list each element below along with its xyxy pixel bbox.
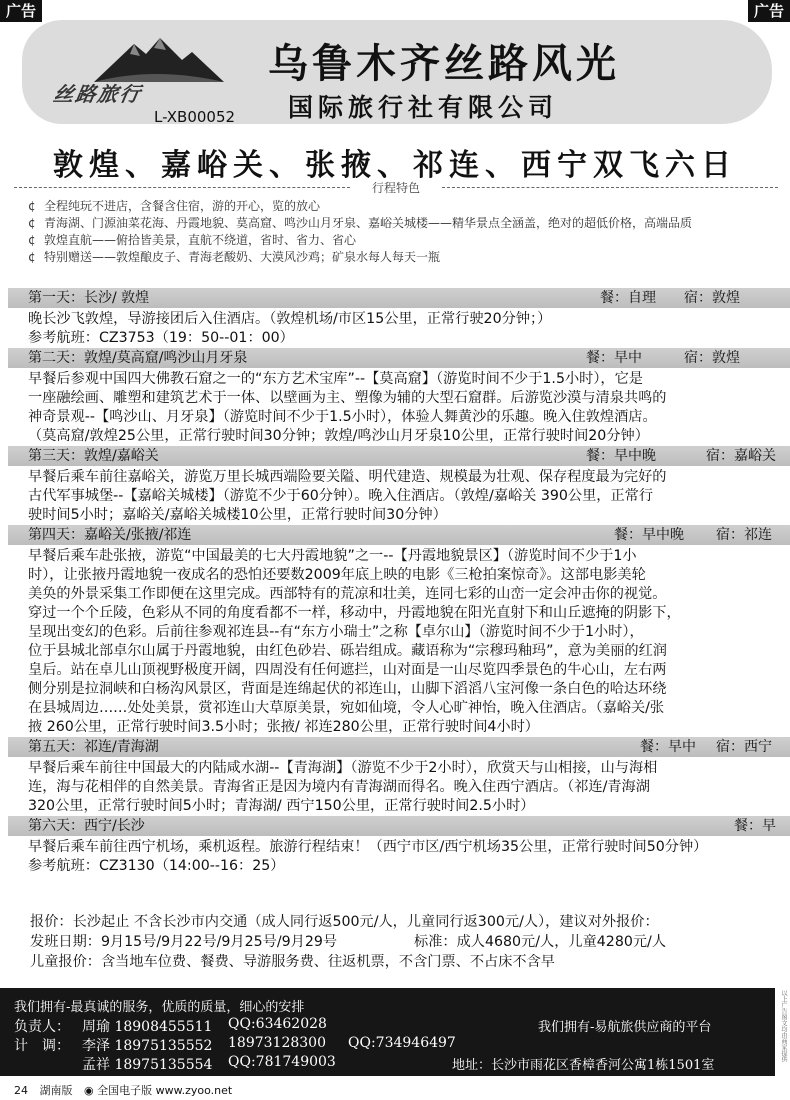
departure-dates: 发班日期：9月15号/9月22号/9月25号/9月29号 <box>30 934 338 950</box>
day-line: 时），让张掖丹霞地貌一夜成名的恐怕还要数2009年底上映的电影《三枪拍案惊奇》。这部电影美轮 <box>28 567 646 583</box>
day-line: 侧分别是拉洞峡和白杨沟风景区，背面是连绵起伏的祁连山，山脚下滔滔八宝河像一条白色的哈达环绕 <box>28 681 667 697</box>
day-meal: 餐：早 <box>734 818 776 834</box>
feature-text: 特别赠送——敦煌酿皮子、青海老酸奶、大漠风沙鸡；矿泉水每人每天一瓶 <box>44 250 441 264</box>
bullet-icon: ¢ <box>28 250 36 264</box>
day-line: 连，海与花相伴的自然美景。青海省正是因为境内有青海湖而得名。晚入住西宁酒店。（祁连/青海湖 <box>28 779 650 795</box>
day-title: 第五天：祁连/青海湖 <box>28 739 159 755</box>
bullet-icon: ¢ <box>28 233 36 247</box>
day-line: 早餐后乘车赴张掖，游览“中国最美的七大丹霞地貌”之一--【丹霞地貌景区】（游览时间不少于1小 <box>28 548 637 564</box>
feature-text: 青海湖、门源油菜花海、丹霞地貌、莫高窟、鸣沙山月牙泉、嘉峪关城楼——精华景点全涵盖，绝对的超低价格，高端品质 <box>44 216 693 230</box>
edition-label: 湖南版 <box>39 1084 73 1097</box>
feature-item <box>28 215 788 232</box>
company-subtitle: 国际旅行社有限公司 <box>288 93 559 122</box>
features-title: 行程特色 <box>371 181 420 195</box>
bullet-icon: ¢ <box>28 199 36 213</box>
footer-slogan-platform: 我们拥有-易航旅供应商的平台 <box>538 1020 712 1035</box>
pricing-section <box>30 912 786 972</box>
company-address: 地址：长沙市雨花区香樟香河公寓1栋1501室 <box>452 1058 715 1073</box>
day-header <box>8 446 790 466</box>
dispatch-contact-1: 李泽 18975135552 <box>82 1038 213 1054</box>
departure-row <box>30 932 786 952</box>
day-meal: 餐：早中 <box>640 739 696 755</box>
company-logo <box>32 22 272 126</box>
site-logo-icon: ◉ <box>84 1084 94 1097</box>
site-label: 全国电子版 www.zyoo.net <box>97 1084 233 1097</box>
child-price: 儿童报价：含当地车位费、餐费、导游服务费、往返机票，不含门票、不占床不含早 <box>30 954 555 970</box>
day-header <box>8 525 790 545</box>
feature-item <box>28 198 788 215</box>
day-stay: 宿：敦煌 <box>684 290 740 306</box>
day-line: 早餐后乘车前往西宁机场，乘机返程。旅游行程结束！（西宁市区/西宁机场35公里，正常行驶时间50分钟） <box>28 839 708 855</box>
feature-item <box>28 249 788 266</box>
day-line: 晚长沙飞敦煌，导游接团后入住酒店。（敦煌机场/市区15公里，正常行驶20分钟；） <box>28 311 552 327</box>
price-line: 报价：长沙起止 不含长沙市内交通（成人同行返500元/人，儿童同行返300元/人），建议对外报价： <box>30 914 659 930</box>
ad-label-right: 广告 <box>748 0 790 22</box>
dispatch-label: 计 调： <box>14 1038 70 1054</box>
day-header <box>8 288 790 308</box>
day-line: 早餐后乘车前往中国最大的内陆咸水湖--【青海湖】（游览不少于2小时），欣赏天与山相接，山与海相 <box>28 760 658 776</box>
footer-slogan: 我们拥有-最真诚的服务，优质的质量，细心的安排 <box>14 1000 305 1015</box>
day-description <box>28 757 788 816</box>
day-header <box>8 348 790 368</box>
day-description <box>28 466 788 525</box>
day-header <box>8 816 790 836</box>
day-stay: 宿：西宁 <box>716 739 772 755</box>
day-line: 参考航班：CZ3753（19：50--01：00） <box>28 330 294 346</box>
features-divider <box>6 179 786 195</box>
day-title: 第一天：长沙/ 敦煌 <box>28 290 150 306</box>
day-title: 第三天：敦煌/嘉峪关 <box>28 448 159 464</box>
page-number: 24 <box>14 1084 28 1097</box>
day-line: 驶时间5小时；嘉峪关/嘉峪关城楼10公里，正常行驶时间30分钟） <box>28 507 447 523</box>
day-stay: 宿：祁连 <box>716 527 772 543</box>
day-line: 参考航班：CZ3130（14:00--16：25） <box>28 858 285 874</box>
price-standard: 标准：成人4680元/人，儿童4280元/人 <box>414 934 667 950</box>
day-header <box>8 737 790 757</box>
manager-contact: 周瑜 18908455511 <box>82 1019 213 1035</box>
day-stay: 宿：嘉峪关 <box>706 448 776 464</box>
day-line: 古代军事城堡--【嘉峪关城楼】（游览不少于60分钟）。晚入住酒店。（敦煌/嘉峪关 390公里，正常行 <box>28 488 654 504</box>
day-line: 掖 260公里，正常行驶时间3.5小时；张掖/ 祁连280公里，正常行驶时间4小时） <box>28 719 539 735</box>
day-meal: 餐：早中晚 <box>614 527 684 543</box>
day-line: 穿过一个个丘陵，色彩从不同的角度看都不一样，移动中，丹霞地貌在阳光直射下和山丘遮掩的阴影下， <box>28 605 681 621</box>
day-meal: 餐：早中晚 <box>586 448 656 464</box>
day-line: 皇后。站在卓儿山顶视野极度开阔，四周没有任何遮拦，山对面是一山尽览四季景色的牛心山，左右两 <box>28 662 667 678</box>
day-line: 早餐后参观中国四大佛教石窟之一的“东方艺术宝库”--【莫高窟】（游览时间不少于1.5小时），它是 <box>28 371 643 387</box>
logo-script-text: 丝路旅行 <box>51 82 144 106</box>
contact-footer <box>0 988 775 1076</box>
day-line: 320公里，正常行驶时间5小时；青海湖/ 西宁150公里，正常行驶时间2.5小时） <box>28 798 535 814</box>
side-disclaimer: 以上广告图文均由商家提供 <box>780 990 787 1062</box>
itinerary <box>28 288 788 876</box>
day-line: 早餐后乘车前往嘉峪关，游览万里长城西端险要关隘、明代建造、规模最为壮观、保存程度最为完好的 <box>28 469 667 485</box>
page-footer <box>14 1082 232 1098</box>
feature-item <box>28 232 788 249</box>
day-title: 第二天：敦煌/莫高窟/鸣沙山月牙泉 <box>28 350 248 366</box>
day-meal: 餐：早中 <box>586 350 642 366</box>
dispatch-contact-2: 孟祥 18975135554 <box>82 1057 213 1073</box>
day-description <box>28 308 788 348</box>
mountain-icon <box>94 36 224 82</box>
day-line: 呈现出变幻的色彩。后前往参观祁连县--有“东方小瑞士”之称【卓尔山】（游览时间不少于1小时）， <box>28 624 644 640</box>
manager-qq: QQ:63462028 <box>228 1016 327 1032</box>
company-name: 乌鲁木齐丝路风光 <box>268 41 620 87</box>
feature-text: 敦煌直航——俯拾皆美景，直航不绕道，省时、省力、省心 <box>44 233 357 247</box>
route-title: 敦煌、嘉峪关、张掖、祁连、西宁双飞六日 <box>53 148 737 183</box>
manager-label: 负责人： <box>14 1019 70 1035</box>
feature-text: 全程纯玩不进店，含餐含住宿，游的开心，览的放心 <box>44 199 321 213</box>
day-line: 美奂的外景采集工作即便在这里完成。西部特有的荒凉和壮美，连同七彩的山峦一定会冲击你的视觉。 <box>28 586 667 602</box>
day-line: （莫高窟/敦煌25公里，正常行驶时间30分钟；敦煌/鸣沙山月牙泉10公里，正常行驶时间20分钟） <box>28 428 649 444</box>
day-line: 一座融绘画、雕塑和建筑艺术于一体、以壁画为主、塑像为辅的大型石窟群。后游览沙漠与清泉共鸣的 <box>28 390 667 406</box>
dispatch-phone-2: 18973128300 <box>228 1035 326 1051</box>
dispatch-qq-1: QQ:734946497 <box>348 1035 456 1051</box>
day-line: 神奇景观--【鸣沙山、月牙泉】（游览时间不少于1.5小时），体验人舞黄沙的乐趣。晚入住敦煌酒店。 <box>28 409 657 425</box>
features-list <box>28 198 788 266</box>
bullet-icon: ¢ <box>28 216 36 230</box>
day-description <box>28 545 788 737</box>
day-meal: 餐：自理 <box>600 290 656 306</box>
dispatch-qq-2: QQ:781749003 <box>228 1054 336 1070</box>
day-title: 第六天：西宁/长沙 <box>28 818 145 834</box>
day-description <box>28 836 788 876</box>
day-title: 第四天：嘉峪关/张掖/祁连 <box>28 527 192 543</box>
day-line: 位于县城北部卓尔山属于丹霞地貌，由红色砂岩、砾岩组成。藏语称为“宗穆玛釉玛”，意为美丽的红润 <box>28 643 667 659</box>
day-description <box>28 368 788 446</box>
day-line: 在县城周边……处处美景，赏祁连山大草原美景，宛如仙境，令人心旷神怡，晚入住酒店。（嘉峪关/张 <box>28 700 665 716</box>
license-code: L-XB00052 <box>154 108 236 126</box>
day-stay: 宿：敦煌 <box>684 350 740 366</box>
ad-label-left: 广告 <box>0 0 42 22</box>
